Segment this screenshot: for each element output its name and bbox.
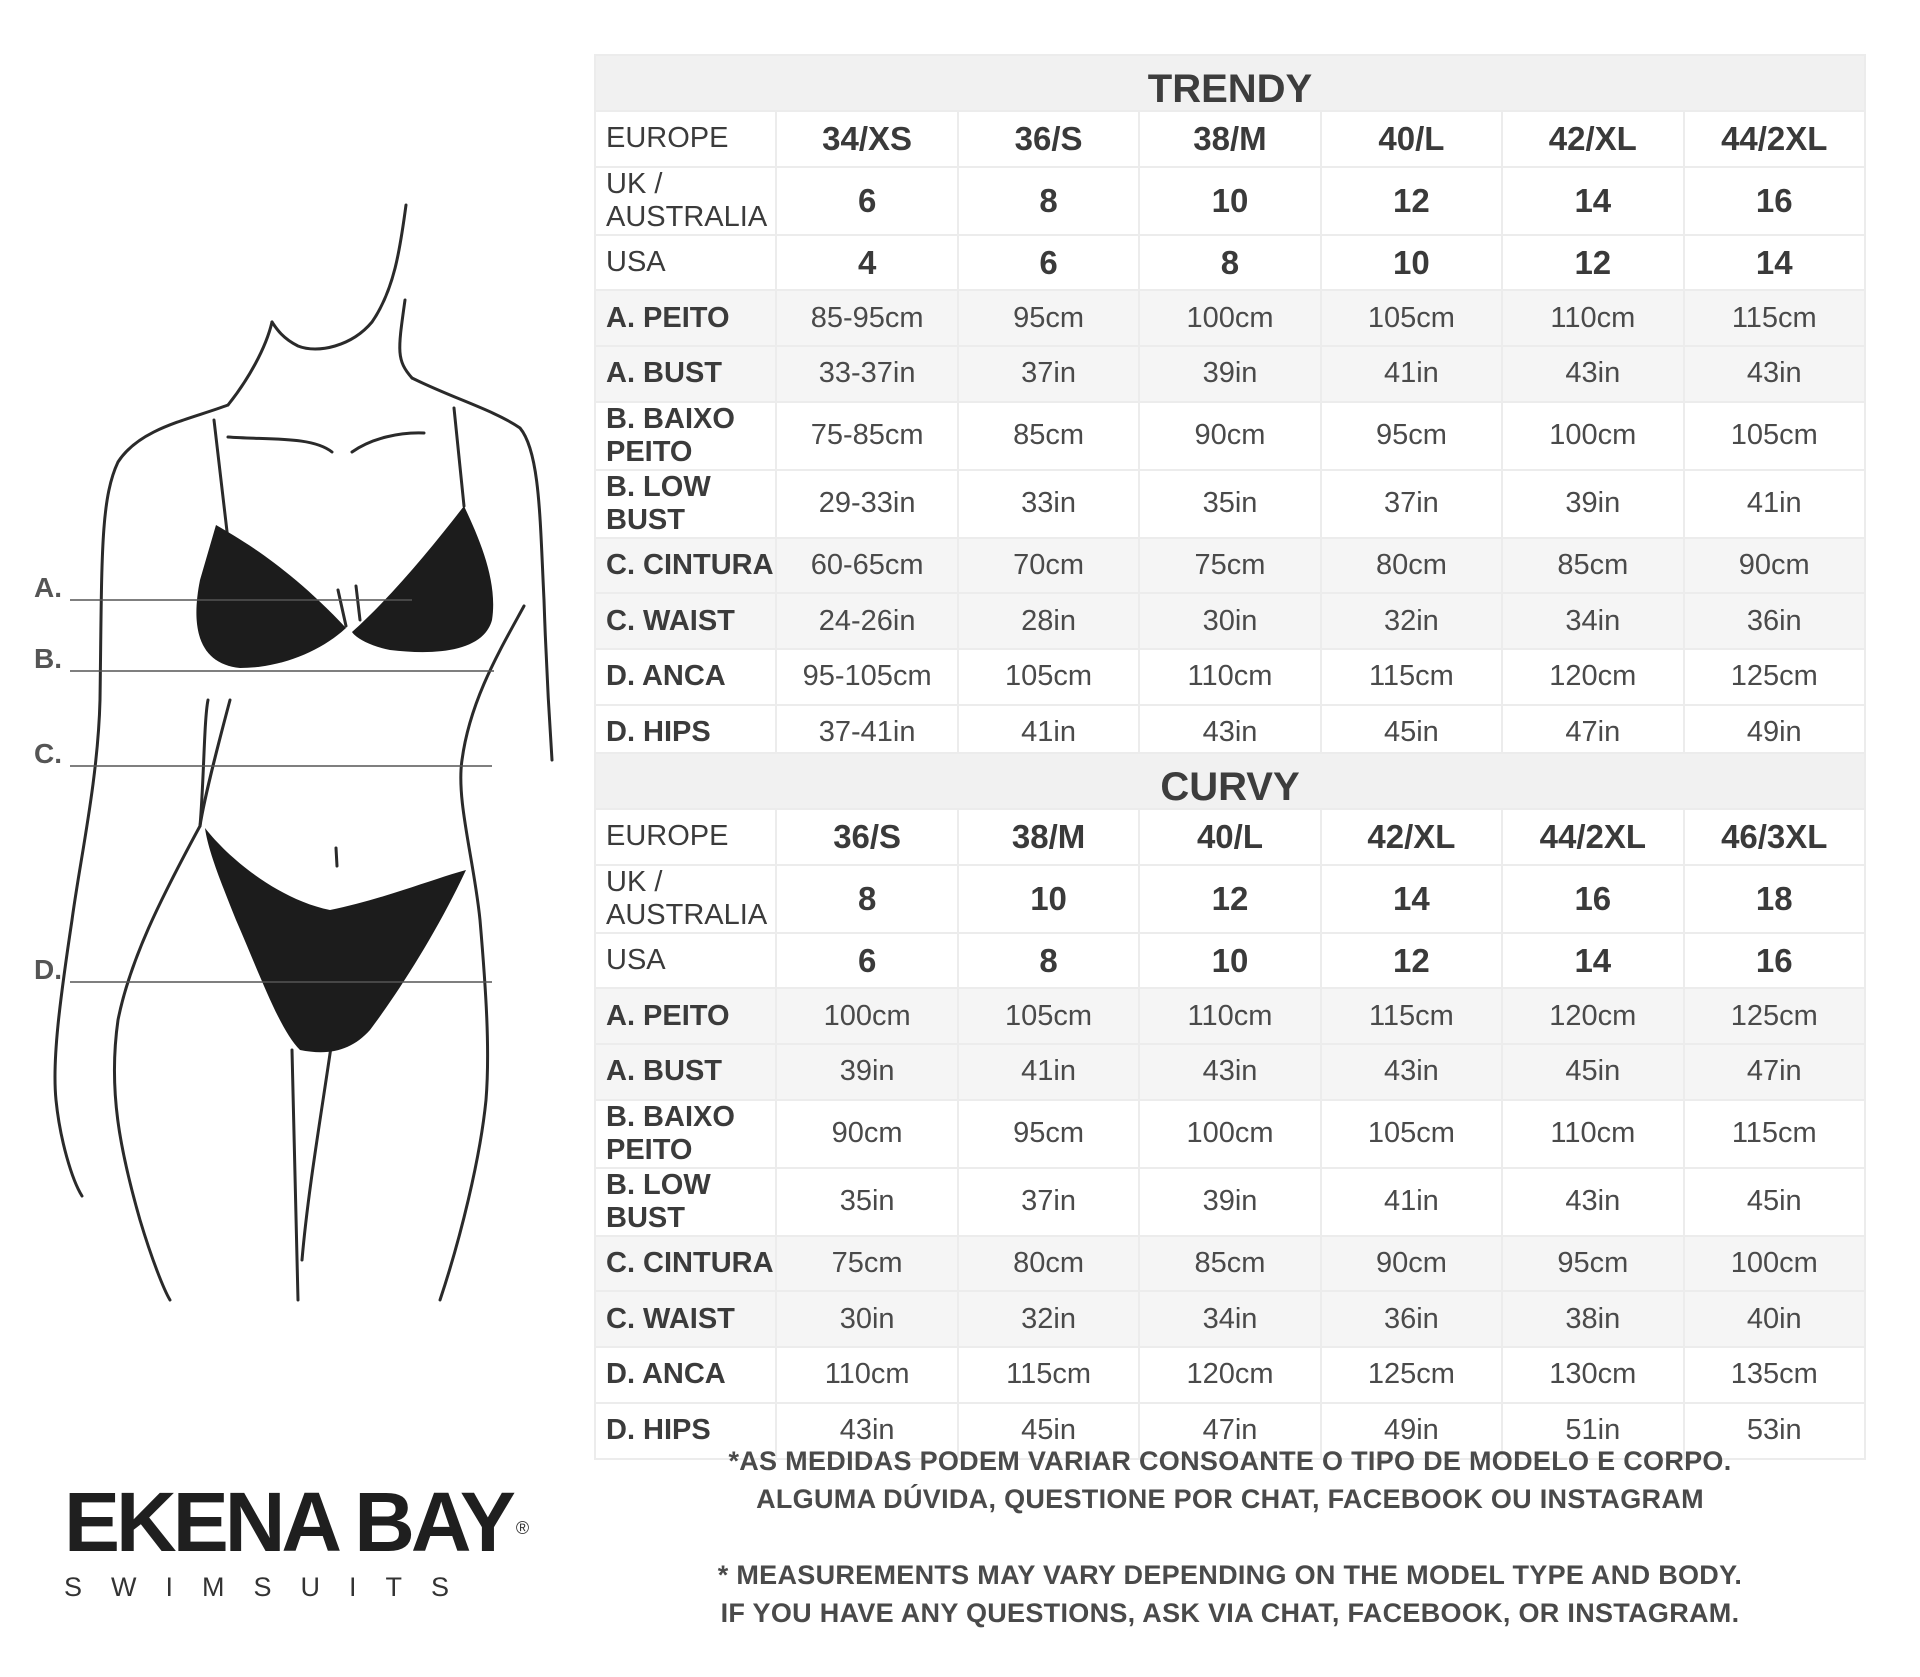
measure-cell: 32in [1321,593,1502,649]
measure-cell: 80cm [1321,538,1502,594]
row-label: UK / AUSTRALIA [595,167,776,235]
logo-wordmark [64,1475,544,1569]
note-portuguese [594,1442,1866,1518]
registered-mark: ® [515,1518,530,1538]
size-cell: 38/M [958,809,1139,865]
measure-cell: 41in [1684,470,1865,538]
measure-cell: 41in [958,1044,1139,1100]
size-cell: 44/2XL [1684,111,1865,167]
body-measurement-figure [0,160,580,1330]
table-title-cell [595,753,1865,809]
measure-cell: 28in [958,593,1139,649]
size-cell: 8 [958,933,1139,989]
measure-cell: 120cm [1502,649,1683,705]
row-label: C. WAIST [595,1291,776,1347]
measure-cell: 43in [1502,1168,1683,1236]
size-cell: 6 [776,933,957,989]
measure-cell: 43in [1502,346,1683,402]
trendy-size-table [594,54,1866,762]
measure-cell: 75-85cm [776,402,957,470]
measure-cell: 33in [958,470,1139,538]
measure-cell: 39in [1502,470,1683,538]
size-cell: 4 [776,235,957,291]
measure-cell: 33-37in [776,346,957,402]
measure-cell: 29-33in [776,470,957,538]
size-cell: 12 [1502,235,1683,291]
measure-cell: 115cm [1321,988,1502,1044]
measure-cell: 105cm [1321,290,1502,346]
measure-cell: 110cm [1502,1100,1683,1168]
body-silhouette-illustration [0,160,580,1330]
measure-cell: 53in [1684,1403,1865,1459]
size-cell: 40/L [1321,111,1502,167]
measure-cell: 49in [1684,705,1865,761]
measure-cell: 115cm [958,1347,1139,1403]
measure-cell: 85cm [958,402,1139,470]
size-cell: 34/XS [776,111,957,167]
table-title: CURVY [1160,764,1300,809]
measure-cell: 60-65cm [776,538,957,594]
measure-cell: 70cm [958,538,1139,594]
table-row [595,1044,1865,1100]
marker-c: C. [34,738,62,769]
measure-cell: 135cm [1684,1347,1865,1403]
row-label: A. PEITO [595,290,776,346]
measure-cell: 95cm [958,1100,1139,1168]
row-label: A. BUST [595,1044,776,1100]
measure-cell: 80cm [958,1236,1139,1292]
measure-cell: 45in [1684,1168,1865,1236]
row-label: B. BAIXO PEITO [595,1100,776,1168]
measure-cell: 90cm [1321,1236,1502,1292]
measure-cell: 40in [1684,1291,1865,1347]
measure-cell: 125cm [1684,649,1865,705]
brand-logo [64,1475,544,1603]
table-row [595,1100,1865,1168]
measure-cell: 110cm [1139,988,1320,1044]
row-label: UK / AUSTRALIA [595,865,776,933]
measure-cell: 115cm [1684,290,1865,346]
row-label: B. BAIXO PEITO [595,402,776,470]
measure-cell: 105cm [1684,402,1865,470]
table-row [595,593,1865,649]
measure-cell: 34in [1502,593,1683,649]
size-cell: 8 [958,167,1139,235]
measure-cell: 105cm [958,988,1139,1044]
measure-cell: 95-105cm [776,649,957,705]
table-row [595,988,1865,1044]
measure-cell: 45in [1321,705,1502,761]
measure-cell: 45in [958,1403,1139,1459]
measure-cell: 90cm [776,1100,957,1168]
size-cell: 12 [1139,865,1320,933]
size-cell: 14 [1502,167,1683,235]
measure-cell: 105cm [1321,1100,1502,1168]
note-pt-line-1: *AS MEDIDAS PODEM VARIAR CONSOANTE O TIPO DE MODELO E CORPO. [728,1446,1732,1476]
size-cell: 10 [958,865,1139,933]
size-cell: 10 [1321,235,1502,291]
row-label: D. ANCA [595,649,776,705]
measure-cell: 100cm [1684,1236,1865,1292]
row-label: EUROPE [595,809,776,865]
measure-cell: 39in [776,1044,957,1100]
measure-cell: 43in [1139,1044,1320,1100]
table-title-row [595,55,1865,111]
measure-cell: 37-41in [776,705,957,761]
measure-cell: 110cm [1502,290,1683,346]
size-cell: 36/S [958,111,1139,167]
measure-cell: 30in [776,1291,957,1347]
measure-cell: 115cm [1684,1100,1865,1168]
row-label: D. HIPS [595,1403,776,1459]
measure-cell: 24-26in [776,593,957,649]
measure-cell: 43in [776,1403,957,1459]
size-cell: 44/2XL [1502,809,1683,865]
row-label: D. ANCA [595,1347,776,1403]
measure-cell: 49in [1321,1403,1502,1459]
table-row [595,111,1865,167]
measure-cell: 115cm [1321,649,1502,705]
measure-cell: 41in [1321,346,1502,402]
measure-cell: 35in [1139,470,1320,538]
size-cell: 16 [1502,865,1683,933]
size-cell: 10 [1139,167,1320,235]
note-english [594,1556,1866,1632]
measure-cell: 43in [1139,705,1320,761]
table-row [595,865,1865,933]
measure-cell: 35in [776,1168,957,1236]
table-row [595,346,1865,402]
measure-cell: 75cm [1139,538,1320,594]
curvy-size-table [594,752,1866,1460]
note-pt-line-2: ALGUMA DÚVIDA, QUESTIONE POR CHAT, FACEBOOK OU INSTAGRAM [756,1484,1704,1514]
table-row [595,1291,1865,1347]
measure-cell: 95cm [1321,402,1502,470]
measure-cell: 100cm [1139,1100,1320,1168]
size-cell: 40/L [1139,809,1320,865]
size-cell: 36/S [776,809,957,865]
table-row [595,402,1865,470]
size-cell: 14 [1502,933,1683,989]
table-row [595,235,1865,291]
note-en-line-2: IF YOU HAVE ANY QUESTIONS, ASK VIA CHAT, FACEBOOK, OR INSTAGRAM. [720,1598,1740,1628]
row-label: USA [595,235,776,291]
size-cell: 6 [958,235,1139,291]
table-row [595,167,1865,235]
measure-cell: 90cm [1139,402,1320,470]
size-cell: 14 [1321,865,1502,933]
measure-cell: 34in [1139,1291,1320,1347]
row-label: B. LOW BUST [595,470,776,538]
measure-cell: 47in [1684,1044,1865,1100]
size-cell: 38/M [1139,111,1320,167]
size-cell: 12 [1321,933,1502,989]
measure-cell: 85cm [1139,1236,1320,1292]
logo-name: EKENA BAY [64,1475,512,1569]
row-label: C. WAIST [595,593,776,649]
measure-cell: 120cm [1139,1347,1320,1403]
size-cell: 46/3XL [1684,809,1865,865]
measure-cell: 85cm [1502,538,1683,594]
measure-cell: 100cm [1502,402,1683,470]
size-cell: 6 [776,167,957,235]
measure-cell: 41in [958,705,1139,761]
measure-cell: 30in [1139,593,1320,649]
table-row [595,290,1865,346]
table-row [595,1236,1865,1292]
row-label: A. PEITO [595,988,776,1044]
marker-b: B. [34,643,62,674]
measure-cell: 95cm [1502,1236,1683,1292]
row-label: A. BUST [595,346,776,402]
table-row [595,809,1865,865]
measure-cell: 100cm [776,988,957,1044]
size-cell: 14 [1684,235,1865,291]
measure-cell: 37in [958,1168,1139,1236]
measure-cell: 85-95cm [776,290,957,346]
row-label: C. CINTURA [595,1236,776,1292]
measure-cell: 41in [1321,1168,1502,1236]
measure-cell: 38in [1502,1291,1683,1347]
measure-cell: 125cm [1321,1347,1502,1403]
measure-cell: 130cm [1502,1347,1683,1403]
row-label: B. LOW BUST [595,1168,776,1236]
marker-a: A. [34,572,62,603]
measure-cell: 110cm [776,1347,957,1403]
size-cell: 8 [1139,235,1320,291]
measure-cell: 100cm [1139,290,1320,346]
size-cell: 18 [1684,865,1865,933]
size-cell: 12 [1321,167,1502,235]
measure-cell: 47in [1502,705,1683,761]
measure-cell: 37in [1321,470,1502,538]
size-cell: 42/XL [1502,111,1683,167]
row-label: EUROPE [595,111,776,167]
table-title-cell [595,55,1865,111]
measure-cell: 37in [958,346,1139,402]
measure-cell: 125cm [1684,988,1865,1044]
size-cell: 10 [1139,933,1320,989]
measure-cell: 95cm [958,290,1139,346]
size-cell: 8 [776,865,957,933]
table-title-row [595,753,1865,809]
row-label: C. CINTURA [595,538,776,594]
table-row [595,470,1865,538]
size-cell: 42/XL [1321,809,1502,865]
measure-cell: 39in [1139,1168,1320,1236]
size-cell: 16 [1684,933,1865,989]
size-cell: 16 [1684,167,1865,235]
table-row [595,1168,1865,1236]
measure-cell: 43in [1684,346,1865,402]
measure-cell: 75cm [776,1236,957,1292]
measure-cell: 45in [1502,1044,1683,1100]
table-title: TRENDY [1147,66,1313,111]
measure-cell: 36in [1684,593,1865,649]
note-en-line-1: * MEASUREMENTS MAY VARY DEPENDING ON THE MODEL TYPE AND BODY. [717,1560,1743,1590]
marker-d: D. [34,954,62,985]
measure-cell: 43in [1321,1044,1502,1100]
measure-cell: 120cm [1502,988,1683,1044]
logo-tagline: SWIMSUITS [64,1572,478,1602]
row-label: USA [595,933,776,989]
measure-cell: 32in [958,1291,1139,1347]
measure-cell: 105cm [958,649,1139,705]
table-row [595,1347,1865,1403]
table-row [595,933,1865,989]
measure-cell: 51in [1502,1403,1683,1459]
measure-cell: 110cm [1139,649,1320,705]
measure-cell: 47in [1139,1403,1320,1459]
measure-cell: 90cm [1684,538,1865,594]
measure-cell: 36in [1321,1291,1502,1347]
table-row [595,538,1865,594]
table-row [595,649,1865,705]
row-label: D. HIPS [595,705,776,761]
measure-cell: 39in [1139,346,1320,402]
